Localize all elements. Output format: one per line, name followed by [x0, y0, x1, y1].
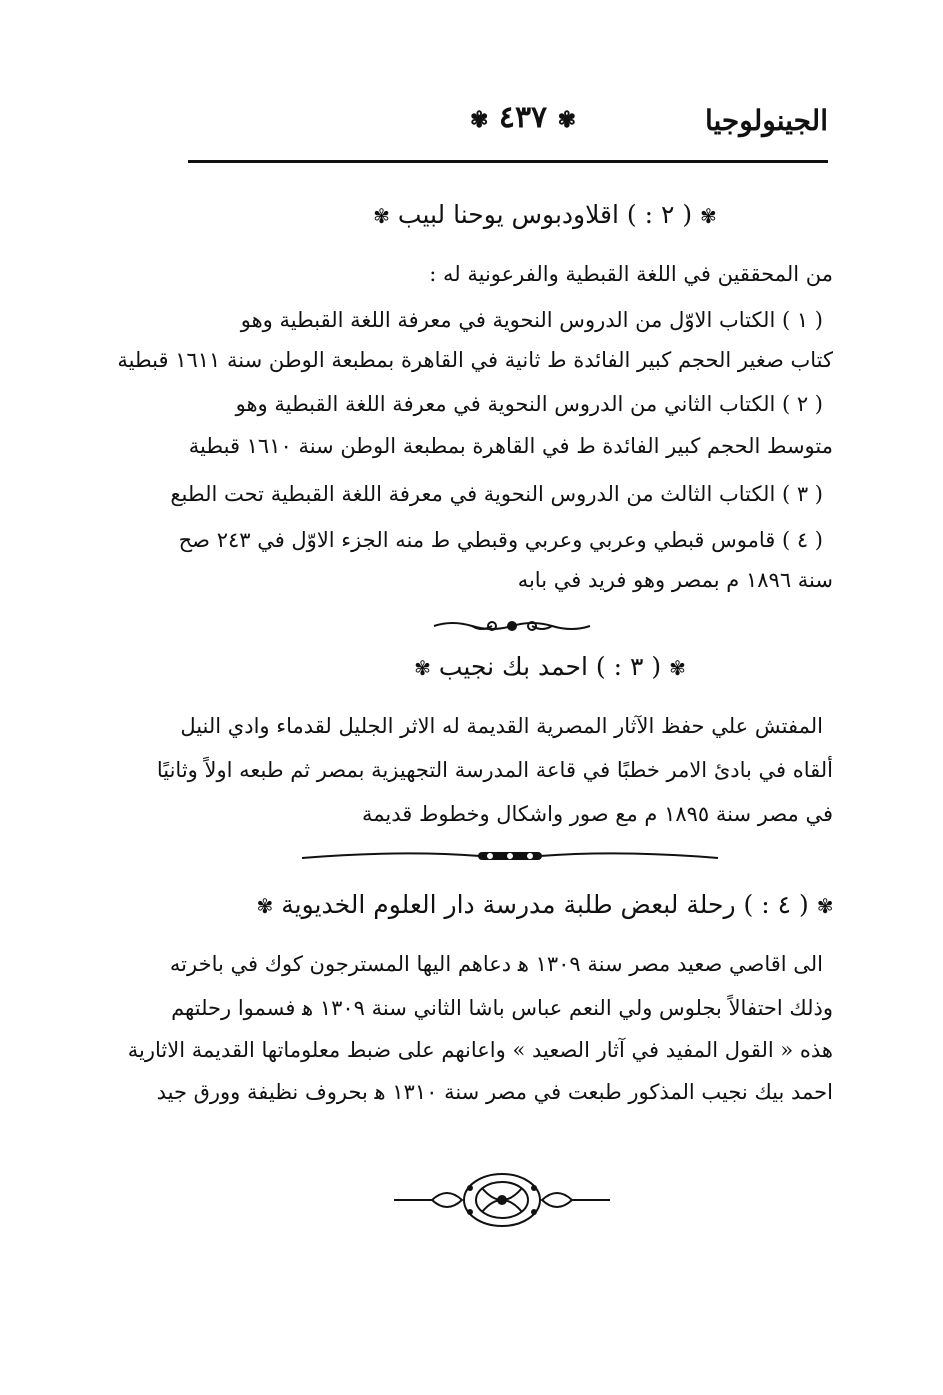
text-line: احمد بيك نجيب المذكور طبعت في مصر سنة ١٣١٠ ﻫ بحروف نظيفة وورق جيد [156, 1080, 833, 1104]
section-heading: ✾ ( ٤ : ) رحلة لبعض طلبة مدرسة دار العلوم الخديوية ✾ [256, 890, 834, 919]
text-line: ( ٢ ) الكتاب الثاني من الدروس النحوية في معرفة اللغة القبطية وهو [235, 392, 823, 416]
text-line: في مصر سنة ١٨٩٥ م مع صور واشكال وخطوط قديمة [362, 802, 833, 826]
floral-star-icon: ✾ [256, 894, 274, 918]
page-header [188, 96, 828, 156]
text-line: ( ٤ ) قاموس قبطي وعربي وعربي وقبطي ط منه الجزء الاوّل في ٢٤٣ صح [178, 528, 823, 552]
floral-star-icon: ✾ [557, 107, 577, 133]
floral-star-icon: ✾ [700, 204, 717, 228]
text-line: متوسط الحجم كبير الفائدة ط في القاهرة بمطبعة الوطن سنة ١٦١٠ قبطية [188, 434, 833, 458]
text-line: وذلك احتفالاً بجلوس ولي النعم عباس باشا الثاني سنة ١٣٠٩ ﻫ فسموا رحلتهم [171, 996, 833, 1020]
section-heading: ✾ ( ٣ : ) احمد بك نجيب ✾ [414, 652, 686, 681]
section-body [156, 714, 833, 844]
section-body [127, 952, 833, 1122]
floral-star-icon: ✾ [469, 107, 489, 133]
floral-star-icon: ✾ [414, 656, 431, 680]
text-line: المفتش علي حفظ الآثار المصرية القديمة له الاثر الجليل لقدماء وادي النيل [180, 714, 823, 738]
header-rule [188, 160, 828, 163]
text-line: ألقاه في بادئ الامر خطبًا في قاعة المدرسة التجهيزية بمصر ثم طبعه اولاً وثانيًا [156, 758, 833, 782]
section-heading: ✾ ( ٢ : ) اقلاودبوس يوحنا لبيب ✾ [373, 200, 717, 229]
text-line: ( ٣ ) الكتاب الثالث من الدروس النحوية في معرفة اللغة القبطية تحت الطبع [170, 482, 823, 506]
text-line: الى اقاصي صعيد مصر سنة ١٣٠٩ ﻫ دعاهم اليها المسترجون كوك في باخرته [169, 952, 823, 976]
floral-star-icon: ✾ [669, 656, 686, 680]
text-line: كتاب صغير الحجم كبير الفائدة ط ثانية في القاهرة بمطبعة الوطن سنة ١٦١١ قبطية [117, 348, 833, 372]
page-number-block [463, 100, 583, 135]
text-line: من المحققين في اللغة القبطية والفرعونية له : [429, 262, 833, 286]
floral-star-icon: ✾ [816, 894, 834, 918]
page-number: ٤٣٧ [498, 100, 548, 135]
text-line: سنة ١٨٩٦ م بمصر وهو فريد في بابه [517, 568, 833, 592]
text-line: هذه « القول المفيد في آثار الصعيد » واعانهم على ضبط معلوماتها القديمة الاثارية [127, 1038, 833, 1062]
text-line: ( ١ ) الكتاب الاوّل من الدروس النحوية في معرفة اللغة القبطية وهو [240, 308, 823, 332]
section-body [117, 262, 833, 612]
running-head: الجينولوجيا [704, 104, 828, 137]
floral-star-icon: ✾ [373, 204, 390, 228]
